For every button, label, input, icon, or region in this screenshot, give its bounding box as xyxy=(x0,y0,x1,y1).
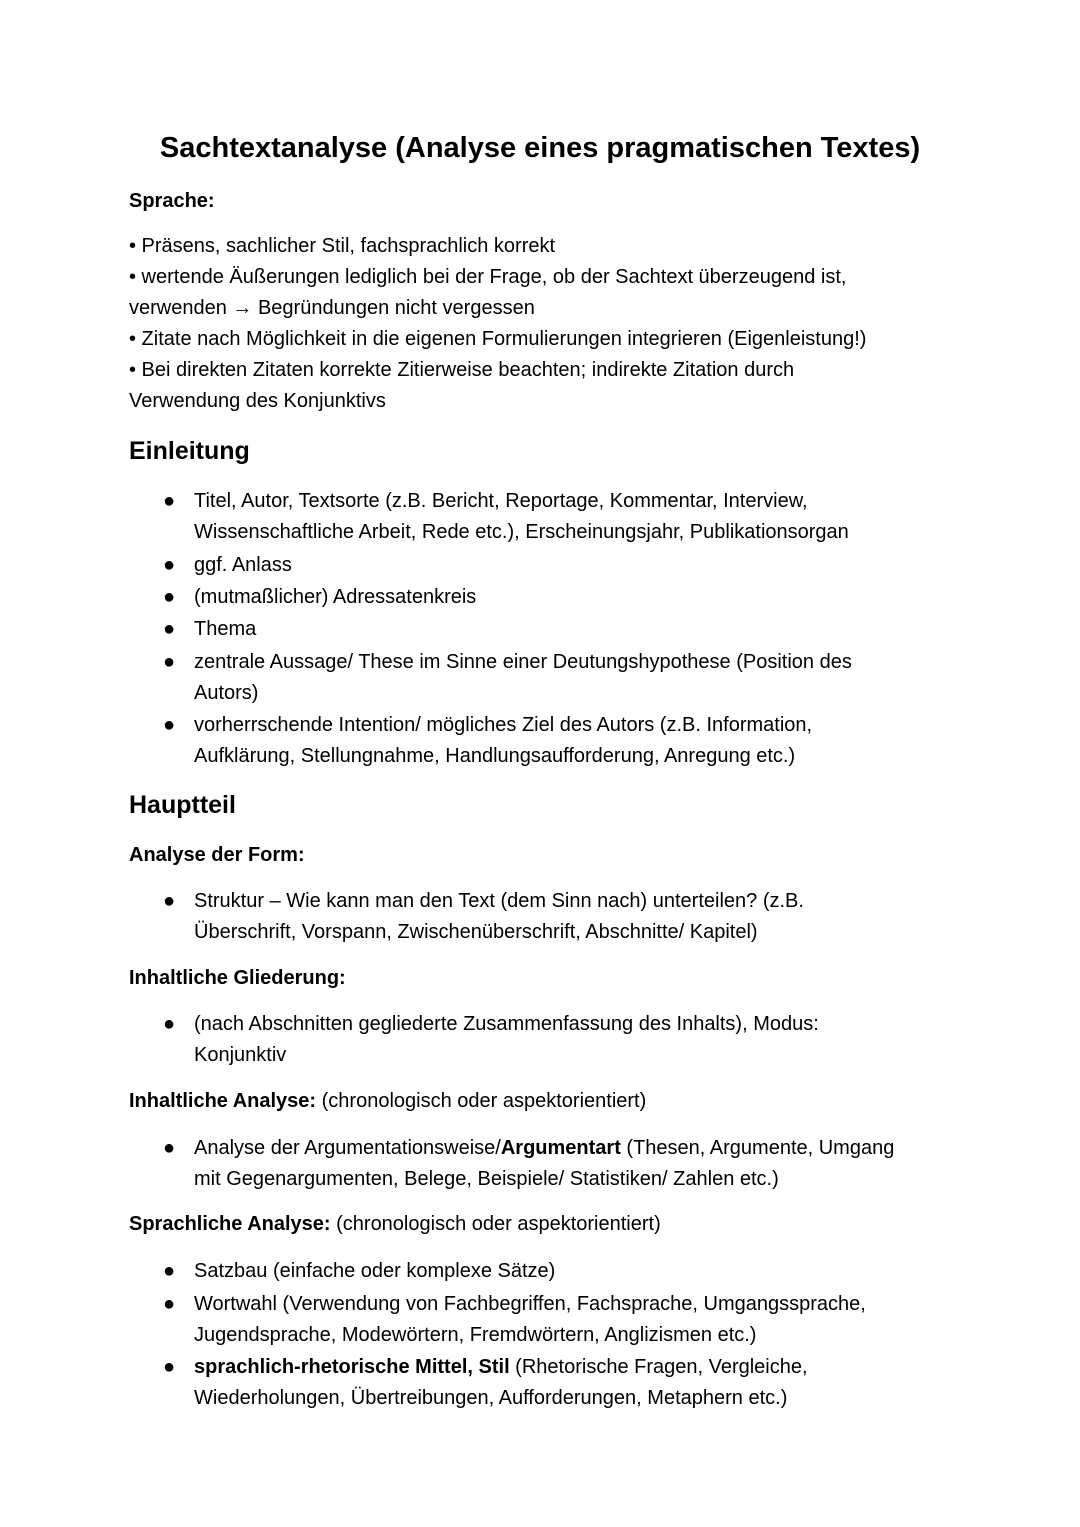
list-item-text: Satzbau (einfache oder komplexe Sätze) xyxy=(194,1260,556,1282)
bullet-icon: ● xyxy=(163,651,176,673)
list-item-text: Titel, Autor, Textsorte (z.B. Bericht, Reportage, Kommentar, Interview, xyxy=(194,490,808,512)
sprache-line-4: • Zitate nach Möglichkeit in die eigenen Formulierungen integrieren (Eigenleistung!) xyxy=(129,328,867,350)
sprachlich-label xyxy=(129,1210,661,1238)
list-item-text: mit Gegenargumenten, Belege, Beispiele/ Statistiken/ Zahlen etc.) xyxy=(194,1168,779,1190)
list-item-text: Konjunktiv xyxy=(194,1044,287,1066)
sprache-label: Sprache: xyxy=(129,190,215,212)
list-item-text: (Thesen, Argumente, Umgang xyxy=(620,1137,895,1159)
sprache-line-6: Verwendung des Konjunktivs xyxy=(129,390,386,412)
bullet-icon: ● xyxy=(163,1293,176,1315)
list-item-text: (mutmaßlicher) Adressatenkreis xyxy=(194,586,477,608)
sprache-line-5: • Bei direkten Zitaten korrekte Zitierweise beachten; indirekte Zitation durch xyxy=(129,359,795,381)
inhalt-label xyxy=(129,1087,646,1115)
list-item-text: Struktur – Wie kann man den Text (dem Sinn nach) unterteilen? (z.B. xyxy=(194,890,804,912)
list-item-text: Wortwahl (Verwendung von Fachbegriffen, Fachsprache, Umgangssprache, xyxy=(194,1293,866,1315)
bullet-icon: ● xyxy=(163,586,176,608)
inhalt-label-text: Inhaltliche Analyse: xyxy=(129,1090,317,1112)
list-item-text: Autors) xyxy=(194,682,259,704)
bullet-icon: ● xyxy=(163,890,176,912)
hauptteil-heading: Hauptteil xyxy=(129,791,236,819)
sprache-line-3: verwenden → Begründungen nicht vergessen xyxy=(129,297,535,319)
gliederung-label: Inhaltliche Gliederung: xyxy=(129,967,346,989)
list-item-text: zentrale Aussage/ These im Sinne einer Deutungshypothese (Position des xyxy=(194,651,852,673)
bullet-icon: ● xyxy=(163,618,176,640)
list-item-text: (Rhetorische Fragen, Vergleiche, xyxy=(509,1356,808,1378)
bullet-icon: ● xyxy=(163,490,176,512)
list-item-text: Wiederholungen, Übertreibungen, Aufforderungen, Metaphern etc.) xyxy=(194,1387,788,1409)
list-item-text: Wissenschaftliche Arbeit, Rede etc.), Erscheinungsjahr, Publikationsorgan xyxy=(194,521,849,543)
page-title: Sachtextanalyse (Analyse eines pragmatischen Textes) xyxy=(159,132,921,164)
form-label: Analyse der Form: xyxy=(129,844,305,866)
list-item-text: ggf. Anlass xyxy=(194,554,292,576)
inhalt-note: (chronologisch oder aspektorientiert) xyxy=(316,1090,647,1112)
list-item-bold: sprachlich-rhetorische Mittel, Stil xyxy=(194,1356,510,1378)
list-item-text: Aufklärung, Stellungnahme, Handlungsaufforderung, Anregung etc.) xyxy=(194,745,796,767)
bullet-icon: ● xyxy=(163,1356,176,1378)
list-item-text: vorherrschende Intention/ mögliches Ziel des Autors (z.B. Information, xyxy=(194,714,813,736)
sprache-line-2: • wertende Äußerungen lediglich bei der Frage, ob der Sachtext überzeugend ist, xyxy=(129,266,847,288)
list-item-text: Jugendsprache, Modewörtern, Fremdwörtern, Anglizismen etc.) xyxy=(194,1324,757,1346)
bullet-icon: ● xyxy=(163,714,176,736)
bullet-icon: ● xyxy=(163,1013,176,1035)
sprachlich-note: (chronologisch oder aspektorientiert) xyxy=(330,1213,661,1235)
list-item-bold: Argumentart xyxy=(500,1137,621,1159)
list-item-text: Thema xyxy=(194,618,257,640)
einleitung-heading: Einleitung xyxy=(129,437,250,465)
bullet-icon: ● xyxy=(163,1260,176,1282)
list-item-text: Überschrift, Vorspann, Zwischenüberschrift, Abschnitte/ Kapitel) xyxy=(194,921,758,943)
list-item-text: (nach Abschnitten gegliederte Zusammenfassung des Inhalts), Modus: xyxy=(194,1013,819,1035)
bullet-icon: ● xyxy=(163,1137,176,1159)
sprache-line-1: • Präsens, sachlicher Stil, fachsprachlich korrekt xyxy=(129,235,556,257)
list-item-text: Analyse der Argumentationsweise/ xyxy=(194,1137,501,1159)
bullet-icon: ● xyxy=(163,554,176,576)
sprachlich-label-text: Sprachliche Analyse: xyxy=(129,1213,331,1235)
